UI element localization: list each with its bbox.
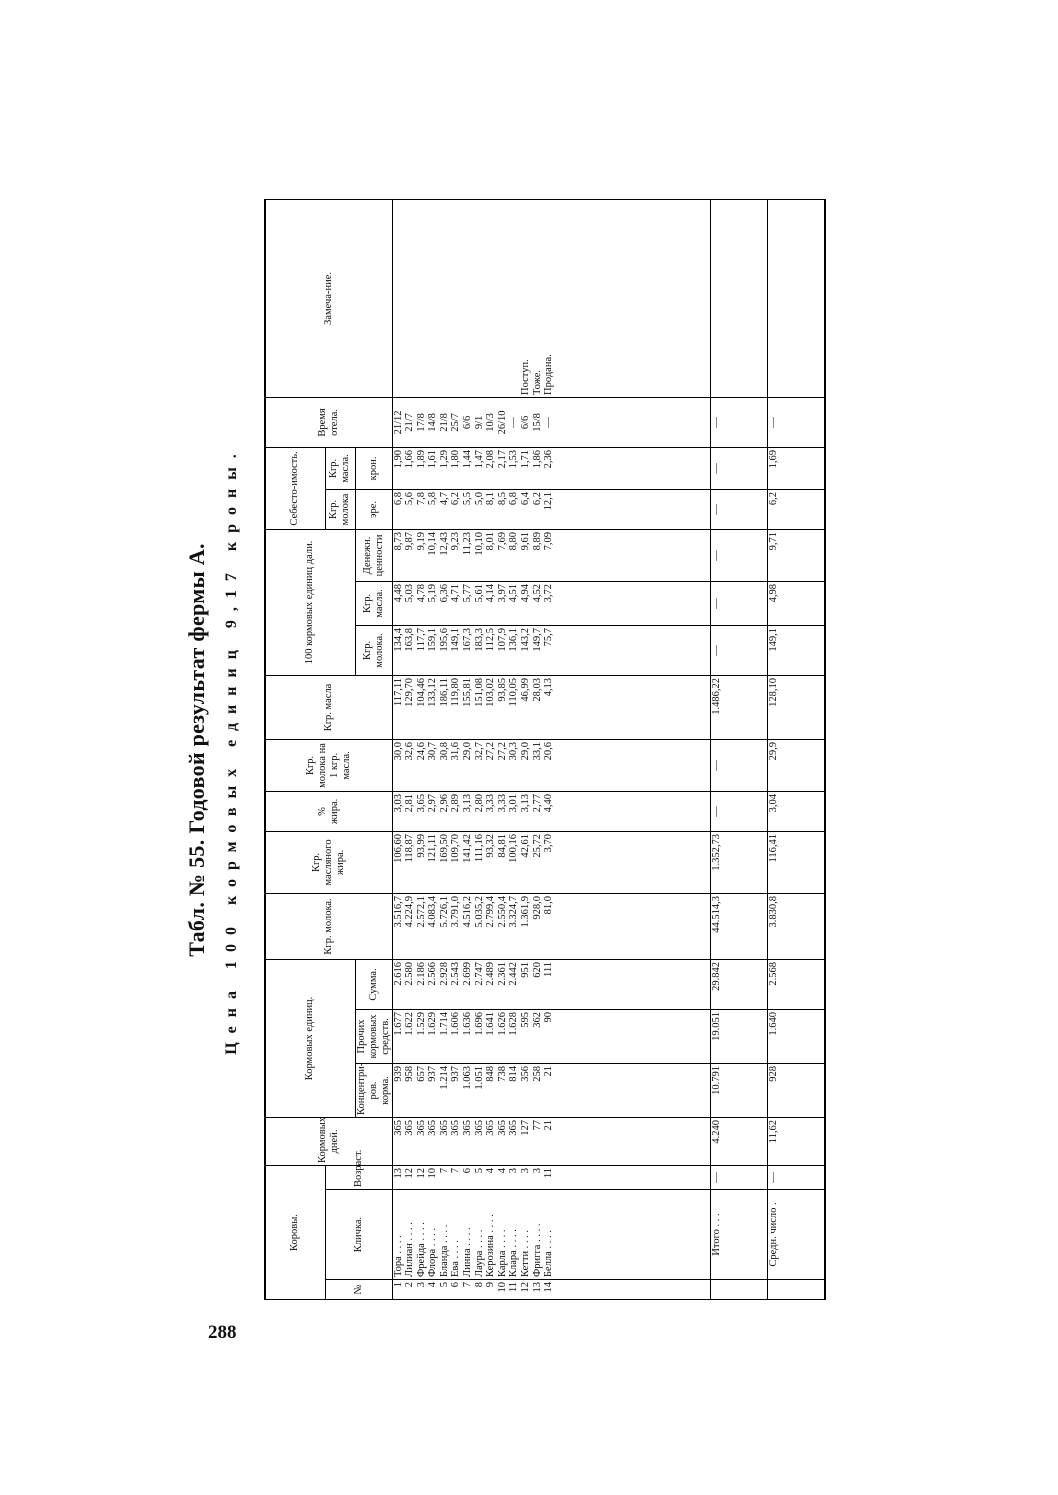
fat-pct-column: 3,03 2,81 3,65 2,97 2,96 2,89 3,13 2,80 3,33 3,33 3,01 3,13 2,77 4,40 — [392, 791, 711, 831]
totals-milk-per-butter: — — [711, 739, 768, 791]
totals-per-100-milk: — — [711, 625, 768, 675]
table-title: Табл. № 55. Годовой результат фермы А. — [184, 543, 209, 957]
header-feed-days: Кормовых дней. — [265, 1117, 392, 1165]
averages-per-100-money: 9,71 — [768, 529, 826, 581]
num-column: 1 2 3 4 5 6 7 8 9 10 11 12 13 14 — [392, 1280, 711, 1300]
header-milk: Кгр. молока. — [265, 893, 392, 959]
averages-milk: 3.830,8 — [768, 893, 826, 959]
totals-milk-fat: 1.352,73 — [711, 831, 768, 893]
averages-row — [768, 199, 826, 1299]
header-cows: Коровы. — [265, 1165, 325, 1299]
averages-concentrated: 928 — [768, 1063, 826, 1117]
totals-other-feed: 19.051 — [711, 1009, 768, 1063]
sum-column: 2.616 2.580 2.186 2.566 2.928 2.543 2.699 2.747 2.489 2.361 2.442 951 620 111 — [392, 959, 711, 1009]
table-row — [392, 199, 711, 1299]
averages-other-feed: 1.640 — [768, 1009, 826, 1063]
totals-feed-days: 4.240 — [711, 1117, 768, 1165]
totals-per-100-money: — — [711, 529, 768, 581]
totals-age: — — [711, 1165, 768, 1189]
header-milk-fat: Кгр. масляного жира. — [265, 831, 392, 893]
butter-column: 117,11 129,70 104,46 133,12 186,11 119,80 155,81 151,08 103,02 93,85 110,05 46,99 28,03 4,13 — [392, 675, 711, 739]
averages-sum: 2.568 — [768, 959, 826, 1009]
header-milk-per-butter: Кгр. молока на 1 кгр. масла. — [265, 739, 392, 791]
rotated-table-area — [180, 200, 840, 1300]
averages-cost-milk: 6,2 — [768, 489, 826, 529]
header-cost-butter: Кгр. масла. — [325, 447, 355, 489]
header-concentrated: Концентри-ров. корма. — [355, 1063, 392, 1117]
header-butter: Кгр. масла — [265, 675, 392, 739]
averages-butter: 128,10 — [768, 675, 826, 739]
averages-age: — — [768, 1165, 826, 1189]
header-cost-milk-unit: эре. — [355, 489, 392, 529]
concentrated-column: 939 958 657 937 1.214 937 1.063 1.051 848 738 814 356 258 21 — [392, 1063, 711, 1117]
totals-cost-milk: — — [711, 489, 768, 529]
averages-per-100-milk: 149,1 — [768, 625, 826, 675]
averages-per-100-butter: 4,98 — [768, 581, 826, 625]
totals-butter: 1.486,22 — [711, 675, 768, 739]
per-100-milk-column: 134,4 163,8 117,7 159,1 195,6 149,1 167,3 183,3 112,5 107,9 136,1 143,2 149,7 75,7 — [392, 625, 711, 675]
header-cost: Себесто-имость. — [265, 447, 325, 529]
page-number: 288 — [208, 1322, 237, 1343]
averages-milk-per-butter: 29,9 — [768, 739, 826, 791]
feed-days-column: 365 365 365 365 365 365 365 365 365 365 365 127 77 21 — [392, 1117, 711, 1165]
averages-cost-butter: 1,69 — [768, 447, 826, 489]
farm-results-table — [264, 199, 826, 1300]
averages-feed-days: 11,62 — [768, 1117, 826, 1165]
totals-fat-pct: — — [711, 791, 768, 831]
header-remarks: Замеча-ние. — [265, 199, 392, 397]
cost-milk-column: 6,8 5,6 7,8 5,8 4,7 6,2 5,5 5,0 8,1 8,5 6,8 6,4 6,2 12,1 — [392, 489, 711, 529]
totals-per-100-butter: — — [711, 581, 768, 625]
other-feed-column: 1.677 1.622 1.529 1.629 1.714 1.606 1.636 1.696 1.641 1.626 1.628 595 362 90 — [392, 1009, 711, 1063]
averages-remarks — [768, 199, 826, 397]
header-name: Кличка. — [325, 1190, 392, 1280]
per-100-butter-column: 4,48 5,03 4,78 5,19 6,36 4,71 5,77 5,61 4,14 3,97 4,51 4,94 4,52 3,72 — [392, 581, 711, 625]
table-subtitle: Цена 100 кормовых единиц 9,17 кроны. — [223, 445, 240, 1055]
milk-per-butter-column: 30,0 32,6 24,6 30,7 30,8 31,6 29,0 32,7 27,2 27,2 30,3 29,0 33,1 20,6 — [392, 739, 711, 791]
calving-column: 21/12 21/7 17/8 14/8 21/8 25/7 6/6 9/1 10/3 26/10 — 6/6 15/8 — — [392, 397, 711, 447]
header-per-100-units: 100 кормовых единиц дали. — [265, 529, 355, 675]
header-num: № — [325, 1280, 392, 1300]
age-column: 13 12 12 10 7 7 6 5 4 4 3 3 3 11 — [392, 1165, 711, 1189]
averages-milk-fat: 116,41 — [768, 831, 826, 893]
header-other-feed: Прочих кормовых средств. — [355, 1009, 392, 1063]
averages-fat-pct: 3,04 — [768, 791, 826, 831]
header-per-100-milk: Кгр. молока. — [355, 625, 392, 675]
header-cost-butter-unit: крон. — [355, 447, 392, 489]
totals-milk: 44.514,3 — [711, 893, 768, 959]
name-column: Тора . . . . Лилиан . . . . Фрейда . . . . Флора . . . . Бланда . . . . Ева . . . . Линна . . . . Лаура . . . . Керозина . . . . Карла . . . . Клара . . . . Кетти . . . . Фригга . . . . Белла . . . . — [392, 1190, 711, 1280]
header-cost-milk: Кгр. молока — [325, 489, 355, 529]
per-100-money-column: 8,73 9,87 9,19 10,14 12,43 9,23 11,23 10,10 8,01 7,69 8,80 9,61 8,89 7,09 — [392, 529, 711, 581]
totals-calving: — — [711, 397, 768, 447]
totals-remarks — [711, 199, 768, 397]
totals-cost-butter: — — [711, 447, 768, 489]
totals-sum: 29.842 — [711, 959, 768, 1009]
header-feed-units: Кормовых единиц. — [265, 959, 355, 1117]
header-per-100-money: Денежн. ценности — [355, 529, 392, 581]
header-age: Возраст. — [325, 1165, 392, 1189]
milk-fat-column: 106,60 118,87 93,99 121,11 169,50 109,70 141,42 111,16 93,32 84,81 100,16 42,61 25,72 3,70 — [392, 831, 711, 893]
totals-row — [711, 199, 768, 1299]
averages-label: Средн. число . — [768, 1190, 826, 1280]
totals-concentrated: 10.791 — [711, 1063, 768, 1117]
milk-column: 3.516,7 4.224,9 2.572,1 4.083,4 5.726,1 3.791,0 4.516,2 5.035,2 2.799,4 2.550,4 3.324,7 1.361,9 928,0 81,0 — [392, 893, 711, 959]
header-per-100-butter: Кгр. масла. — [355, 581, 392, 625]
header-calving: Время отела. — [265, 397, 392, 447]
totals-label: Итого . . . — [711, 1190, 768, 1280]
header-sum: Сумма. — [355, 959, 392, 1009]
cost-butter-column: 1,90 1,66 1,89 1,61 1,29 1,80 1,44 1,47 2,08 2,17 1,53 1,71 1,86 2,36 — [392, 447, 711, 489]
remarks-column: Поступ. Тоже. Продана. — [392, 199, 711, 397]
header-fat-pct: % жира. — [265, 791, 392, 831]
averages-calving: — — [768, 397, 826, 447]
